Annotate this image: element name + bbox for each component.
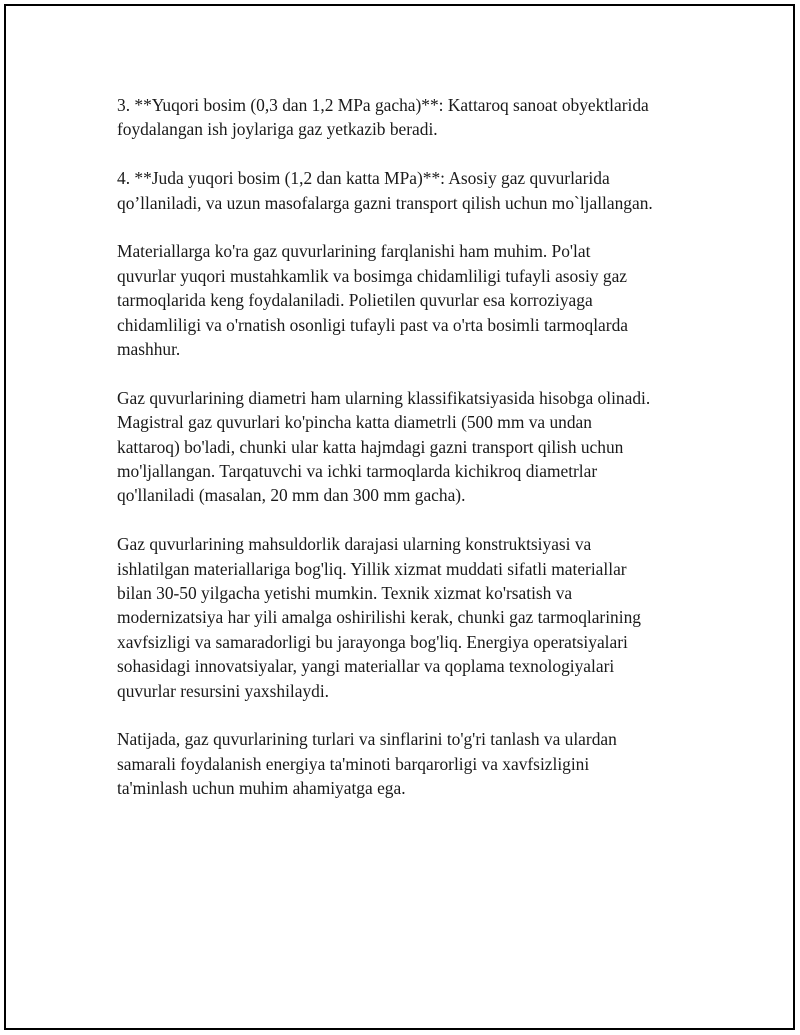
paragraph-conclusion: [117, 727, 697, 800]
text-line: quvurlar yuqori mustahkamlik va bosimga chidamliligi tufayli asosiy gaz: [117, 265, 628, 286]
text-line: quvurlar resursini yaxshilaydi.: [117, 680, 330, 701]
text-line: 3. **Yuqori bosim (0,3 dan 1,2 MPa gacha)**: Kattaroq sanoat obyektlarida: [117, 95, 649, 115]
text-line: Magistral gaz quvurlari ko'pincha katta diametrli (500 mm va undan: [117, 412, 592, 433]
text-line: 4. **Juda yuqori bosim (1,2 dan katta MPa)**: Asosiy gaz quvurlarida: [117, 168, 610, 189]
document-body: [117, 93, 697, 825]
text-line: qo'llaniladi (masalan, 20 mm dan 300 mm gacha).: [117, 485, 466, 506]
paragraph-very-high-pressure: [117, 166, 697, 215]
text-line: mashhur.: [117, 339, 181, 360]
text-line: Gaz quvurlarining mahsuldorlik darajasi ularning konstruktsiyasi va: [117, 534, 592, 555]
text-line: sohasidagi innovatsiyalar, yangi materiallar va qoplama texnologiyalari: [117, 656, 615, 677]
text-line: xavfsizligi va samaradorligi bu jarayonga bog'liq. Energiya operatsiyalari: [117, 631, 628, 652]
paragraph-productivity: [117, 532, 697, 703]
text-line: bilan 30-50 yilgacha yetishi mumkin. Texnik xizmat ko'rsatish va: [117, 583, 573, 604]
text-line: samarali foydalanish energiya ta'minoti barqarorligi va xavfsizligini: [117, 753, 590, 774]
text-line: chidamliligi va o'rnatish osonligi tufayli past va o'rta bosimli tarmoqlarda: [117, 314, 628, 335]
text-line: kattaroq) bo'ladi, chunki ular katta hajmdagi gazni transport qilish uchun: [117, 436, 624, 457]
text-line: Materiallarga ko'ra gaz quvurlarining farqlanishi ham muhim. Po'lat: [117, 241, 591, 262]
text-line: ta'minlash uchun muhim ahamiyatga ega.: [117, 778, 406, 799]
paragraph-diameter: [117, 386, 697, 508]
text-line: ishlatilgan materiallariga bog'liq. Yillik xizmat muddati sifatli materiallar: [117, 558, 627, 579]
text-line: mo'ljallangan. Tarqatuvchi va ichki tarmoqlarda kichikroq diametrlar: [117, 461, 598, 482]
text-line: foydalangan ish joylariga gaz yetkazib beradi.: [117, 119, 438, 140]
text-line: tarmoqlarida keng foydalaniladi. Polietilen quvurlar esa korroziyaga: [117, 290, 593, 311]
text-line: Gaz quvurlarining diametri ham ularning klassifikatsiyasida hisobga olinadi.: [117, 387, 651, 408]
paragraph-high-pressure: [117, 93, 697, 142]
paragraph-materials: [117, 239, 697, 361]
text-line: qo’llaniladi, va uzun masofalarga gazni transport qilish uchun mo`ljallangan.: [117, 192, 653, 213]
text-line: modernizatsiya har yili amalga oshirilishi kerak, chunki gaz tarmoqlarining: [117, 607, 641, 628]
text-line: Natijada, gaz quvurlarining turlari va sinflarini to'g'ri tanlash va ulardan: [117, 729, 617, 750]
